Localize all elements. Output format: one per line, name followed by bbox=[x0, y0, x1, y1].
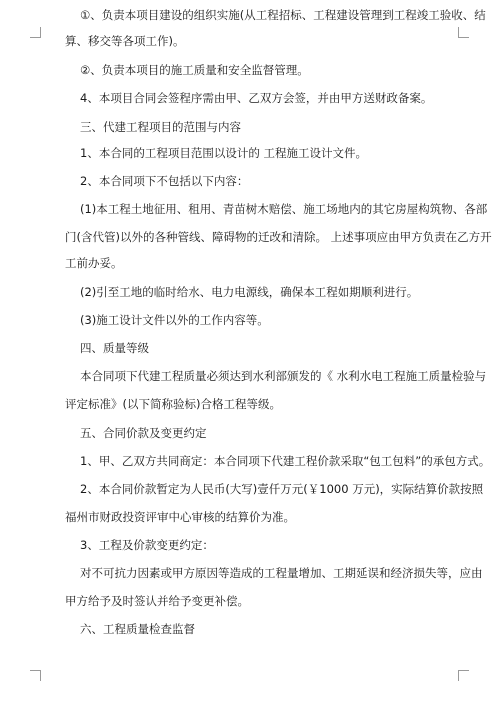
text-line: 2、本合同价款暂定为人民币(大写)壹仟万元(￥1000 万元)，实际结算价款按照 bbox=[80, 482, 484, 496]
text-line: 工前办妥。 bbox=[65, 256, 123, 270]
text-line: 六、工程质量检查监督 bbox=[80, 622, 195, 636]
text-line: 2、本合同项下不包括以下内容： bbox=[80, 174, 249, 188]
text-line: 4、本项目合同会签程序需由甲、乙双方会签，并由甲方送财政备案。 bbox=[80, 91, 433, 105]
text-line: 1、甲、乙双方共同商定：本合同项下代建工程价款采取“包工包料”的承包方式。 bbox=[80, 454, 491, 468]
text-line: 门(含代管)以外的各种管线、障碍物的迁改和清除。 上述事项应由甲方负责在乙方开 bbox=[65, 230, 492, 244]
text-line: 四、质量等级 bbox=[80, 341, 149, 355]
text-line: 福州市财政投资评审中心审核的结算价为准。 bbox=[65, 510, 295, 524]
text-line: ①、负责本项目建设的组织实施(从工程招标、工程建设管理到工程竣工验收、结 bbox=[80, 8, 486, 22]
text-line: 三、代建工程项目的范围与内容 bbox=[80, 120, 241, 134]
crop-mark-top-right bbox=[458, 27, 469, 38]
text-line: (1)本工程土地征用、租用、青苗树木赔偿、施工场地内的其它房屋构筑物、各部 bbox=[80, 202, 488, 216]
text-line: ②、负责本项目的施工质量和安全监督管理。 bbox=[80, 63, 309, 77]
text-line: 1、本合同的工程项目范围以设计的 工程施工设计文件。 bbox=[80, 146, 367, 160]
text-line: (3)施工设计文件以外的工作内容等。 bbox=[80, 313, 269, 327]
text-line: 五、合同价款及变更约定 bbox=[80, 426, 207, 440]
text-line: 3、工程及价款变更约定： bbox=[80, 538, 214, 552]
text-line: (2)引至工地的临时给水、电力电源线，确保本工程如期顺利进行。 bbox=[80, 285, 419, 299]
crop-mark-bottom-left bbox=[30, 670, 41, 681]
text-line: 算、移交等各项工作)。 bbox=[65, 34, 185, 48]
text-line: 甲方给予及时签认并给予变更补偿。 bbox=[65, 594, 249, 608]
text-line: 本合同项下代建工程质量必须达到水利部颁发的《 水利水电工程施工质量检验与 bbox=[80, 369, 487, 383]
text-line: 对不可抗力因素或甲方原因等造成的工程量增加、工期延误和经济损失等，应由 bbox=[80, 566, 483, 580]
crop-mark-bottom-right bbox=[458, 670, 469, 681]
crop-mark-top-left bbox=[30, 27, 41, 38]
text-line: 评定标准》(以下简称验标)合格工程等级。 bbox=[65, 397, 281, 411]
